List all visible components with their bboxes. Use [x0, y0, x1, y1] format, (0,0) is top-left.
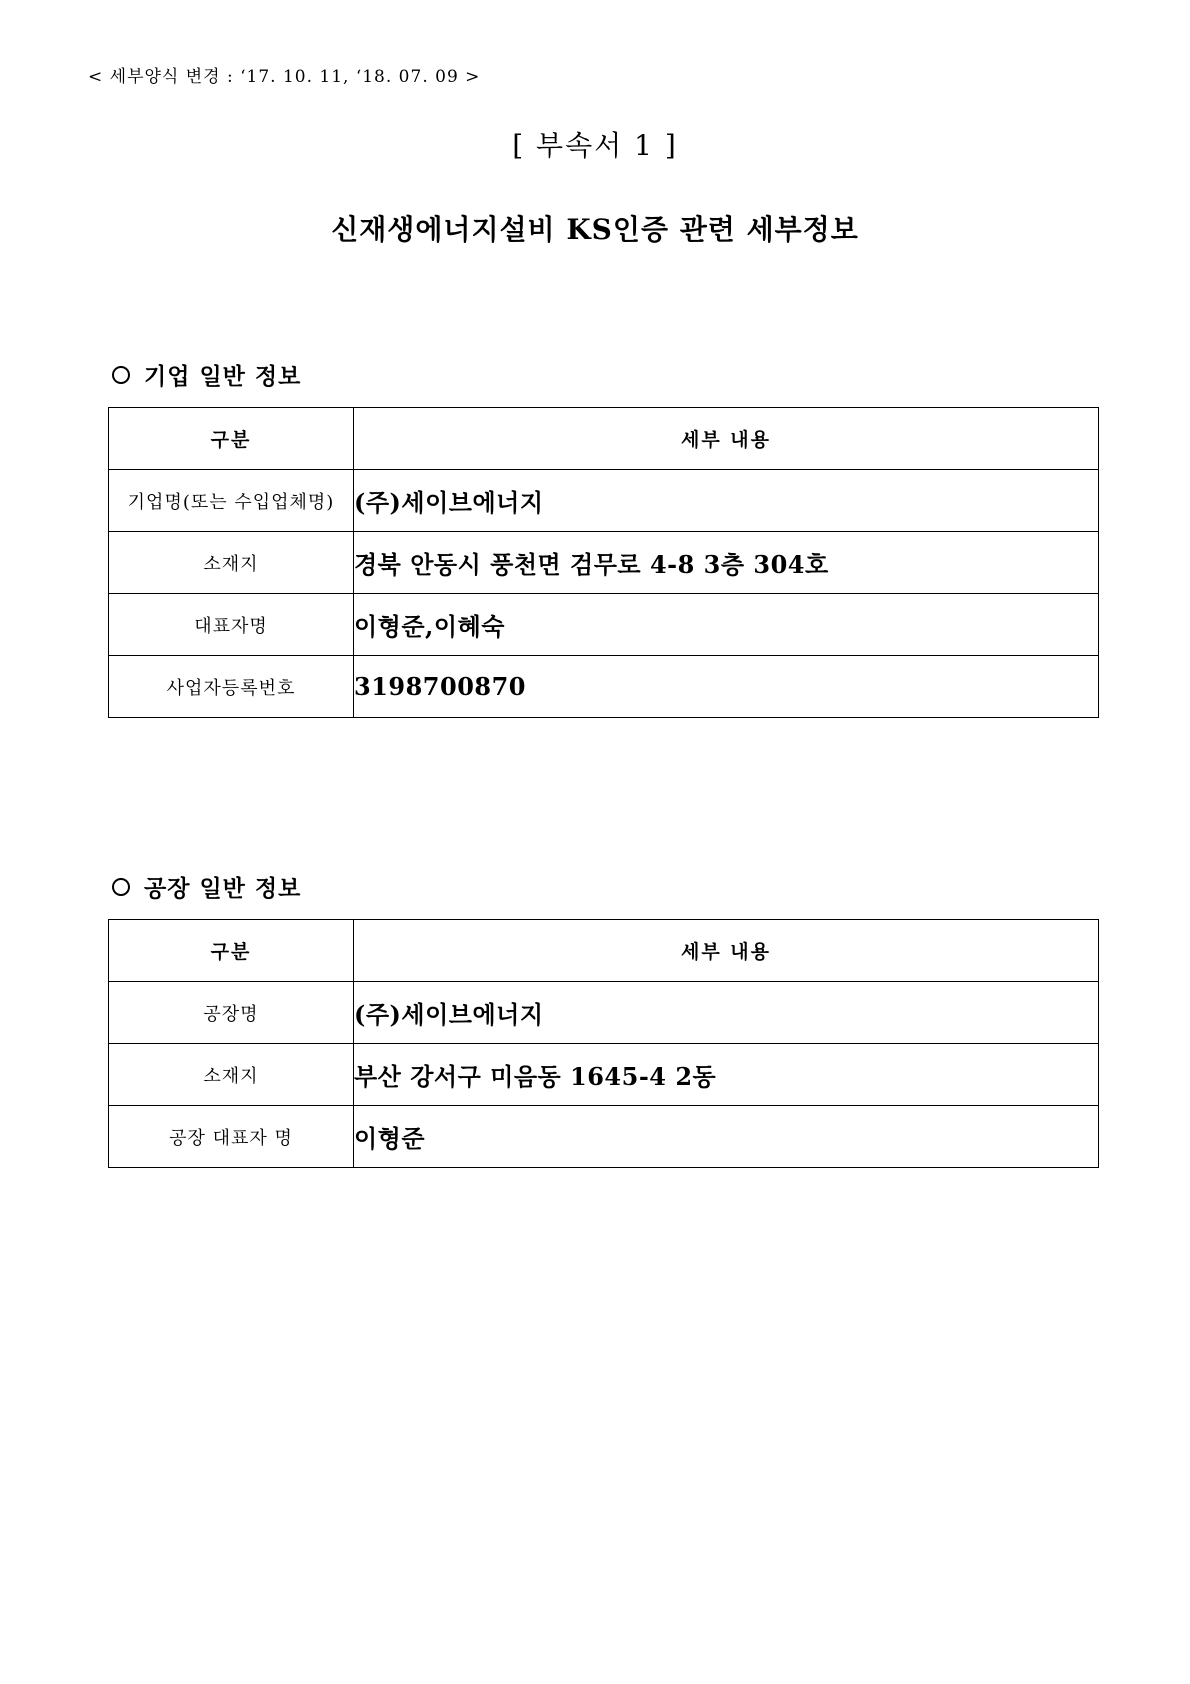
representative-value: 이형준,이혜숙: [354, 594, 1099, 656]
company-section-title: 기업 일반 정보: [144, 363, 302, 390]
business-number-label: 사업자등록번호: [109, 656, 354, 718]
table-header-row: [109, 408, 1099, 470]
factory-section-title: 공장 일반 정보: [144, 875, 302, 902]
table-row: [109, 470, 1099, 532]
table-header-row: [109, 920, 1099, 982]
business-number-value: 3198700870: [354, 656, 1099, 718]
appendix-title: [ 부속서 1 ]: [512, 129, 678, 162]
table-row: [109, 594, 1099, 656]
company-name-label: 기업명(또는 수입업체명): [109, 470, 354, 532]
company-address-value: 경북 안동시 풍천면 검무로 4-8 3층 304호: [354, 532, 1099, 594]
table-row: [109, 656, 1099, 718]
header-detail: 세부 내용: [354, 920, 1099, 982]
header-category: 구분: [109, 920, 354, 982]
factory-section-heading: [112, 870, 301, 903]
circle-bullet-icon: [112, 878, 130, 896]
factory-representative-value: 이형준: [354, 1106, 1099, 1168]
company-section-heading: [112, 358, 301, 391]
factory-name-value: (주)세이브에너지: [354, 982, 1099, 1044]
header-category: 구분: [109, 408, 354, 470]
factory-name-label: 공장명: [109, 982, 354, 1044]
factory-info-table: [108, 919, 1099, 1168]
document-title: 신재생에너지설비 KS인증 관련 세부정보: [331, 213, 859, 246]
table-row: [109, 982, 1099, 1044]
revision-note: < 세부양식 변경 : ‘17. 10. 11, ‘18. 07. 09 >: [88, 67, 481, 87]
factory-address-value: 부산 강서구 미음동 1645-4 2동: [354, 1044, 1099, 1106]
factory-address-label: 소재지: [109, 1044, 354, 1106]
table-row: [109, 1106, 1099, 1168]
company-info-table: [108, 407, 1099, 718]
header-detail: 세부 내용: [354, 408, 1099, 470]
representative-label: 대표자명: [109, 594, 354, 656]
company-name-value: (주)세이브에너지: [354, 470, 1099, 532]
factory-representative-label: 공장 대표자 명: [109, 1106, 354, 1168]
circle-bullet-icon: [112, 366, 130, 384]
company-address-label: 소재지: [109, 532, 354, 594]
table-row: [109, 1044, 1099, 1106]
table-row: [109, 532, 1099, 594]
